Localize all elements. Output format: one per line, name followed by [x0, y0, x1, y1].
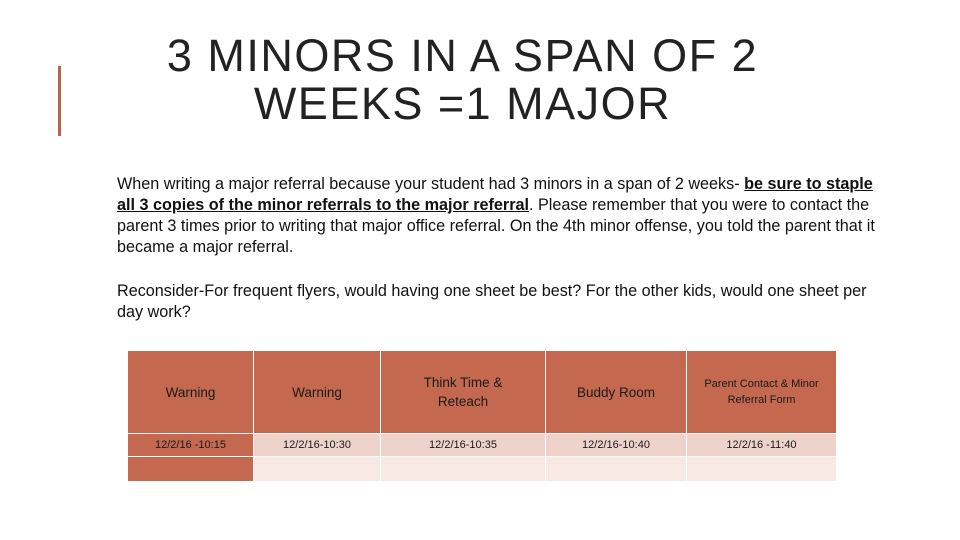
- table-cell: 12/2/16-10:40: [546, 434, 687, 457]
- header-cell: Buddy Room: [546, 351, 687, 434]
- header-cell: Warning: [254, 351, 381, 434]
- paragraph-major-referral: [117, 174, 877, 258]
- header-cell: Warning: [128, 351, 254, 434]
- slide-title: [100, 32, 825, 128]
- accent-bar: [58, 66, 61, 136]
- table-header-row: [128, 351, 837, 434]
- table-cell: [687, 457, 837, 482]
- referral-table: [127, 350, 837, 482]
- header-cell-text: Think Time & Reteach: [423, 375, 503, 409]
- header-cell-text: Parent Contact & Minor Referral Form: [704, 378, 819, 406]
- paragraph-1-underlined: be sure to staple all 3 copies of the minor referrals to the major referral: [117, 175, 873, 214]
- table-row: [128, 457, 837, 482]
- header-cell: [381, 351, 546, 434]
- table-cell: 12/2/16 -10:15: [128, 434, 254, 457]
- table-cell: 12/2/16-10:30: [254, 434, 381, 457]
- table-cell: 12/2/16 -11:40: [687, 434, 837, 457]
- paragraph-reconsider: Reconsider-For frequent flyers, would having one sheet be best? For the other kids, would one sheet per day work?: [117, 282, 867, 321]
- table-row: [128, 434, 837, 457]
- title-line-2: WEEKS =1 MAJOR: [253, 78, 672, 129]
- table-cell: [546, 457, 687, 482]
- header-cell: [687, 351, 837, 434]
- table-cell: 12/2/16-10:35: [381, 434, 546, 457]
- paragraph-1-text-b: . Please remember that you were to contact the parent 3 times prior to writing that major office referral. On the 4th minor offense, you told the parent that it became a major referral.: [117, 196, 875, 256]
- paragraph-1-text-a: When writing a major referral because your student had 3 minors in a span of 2 weeks-: [117, 175, 745, 193]
- table-cell: [254, 457, 381, 482]
- table-cell: [128, 457, 254, 482]
- table-cell: [381, 457, 546, 482]
- title-line-1: 3 MINORS IN A SPAN OF 2: [166, 30, 759, 81]
